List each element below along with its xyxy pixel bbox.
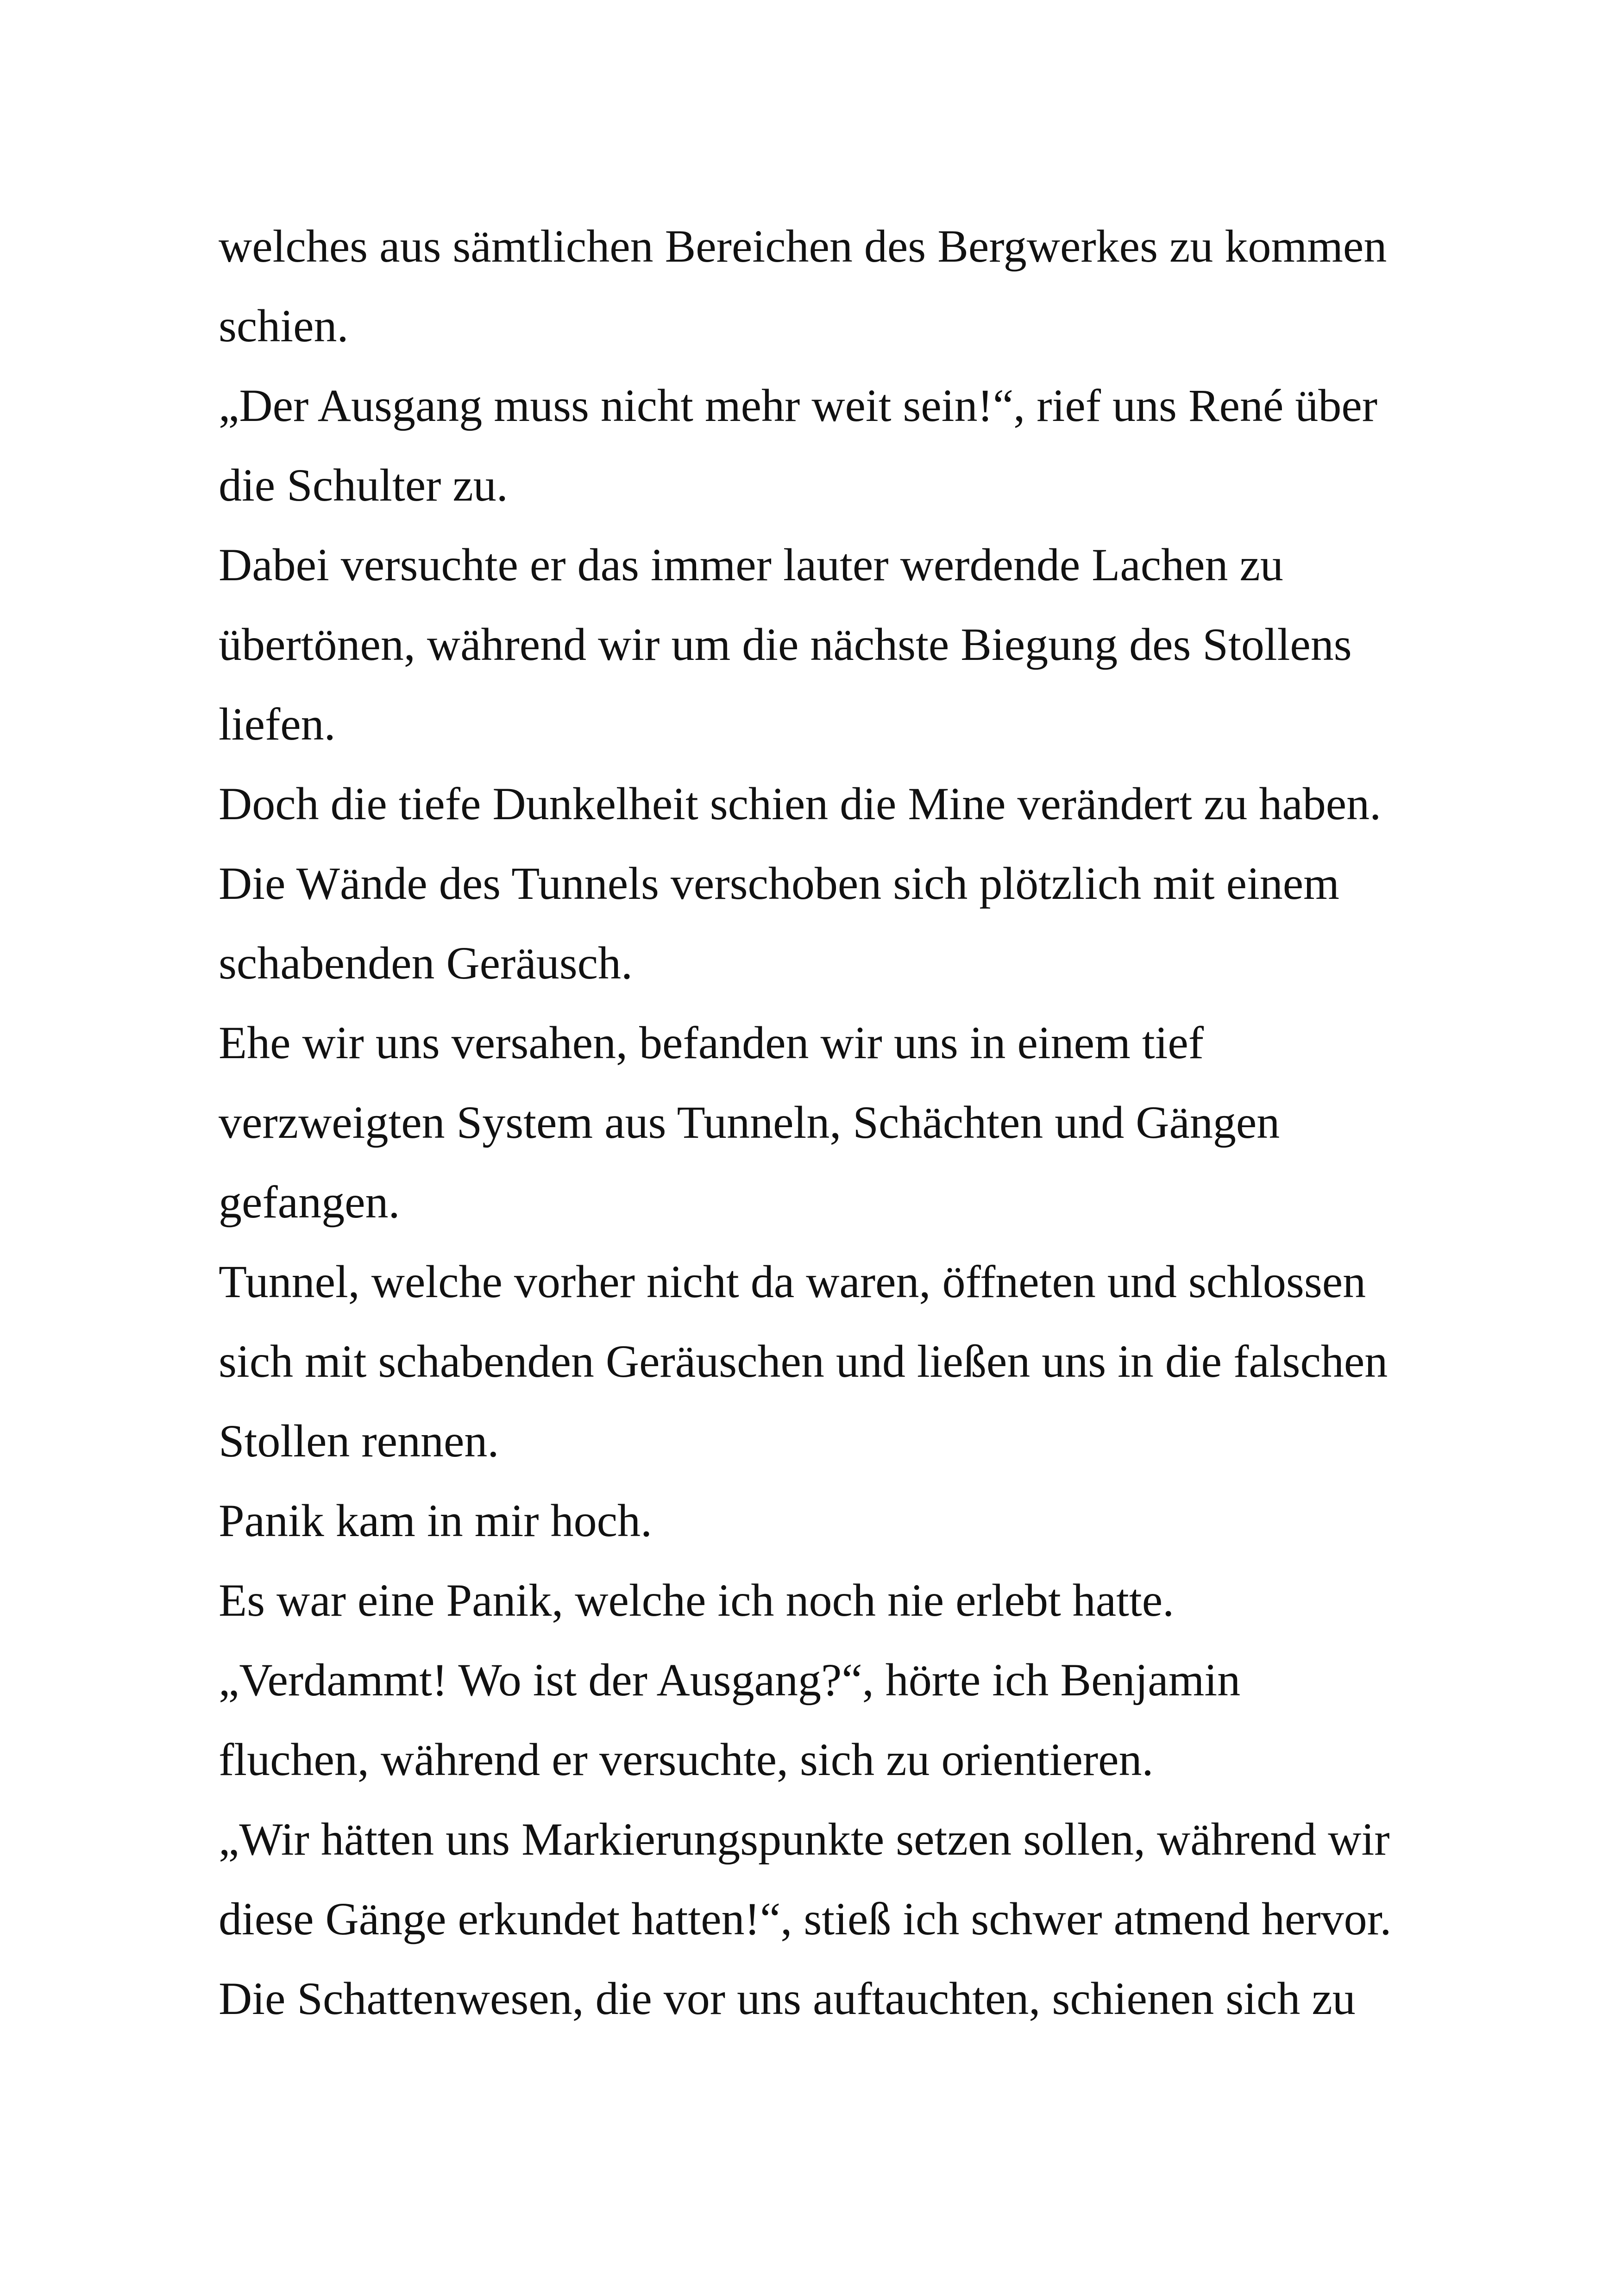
text-line: fluchen, während er versuchte, sich zu orientieren. — [219, 1734, 1154, 1785]
text-line: Die Wände des Tunnels verschoben sich plötzlich mit einem — [219, 858, 1339, 909]
text-line: Es war eine Panik, welche ich noch nie erlebt hatte. — [219, 1575, 1175, 1626]
text-line: „Wir hätten uns Markierungspunkte setzen sollen, während wir — [219, 1813, 1390, 1865]
text-line: schabenden Geräusch. — [219, 937, 633, 989]
body-text — [219, 207, 1441, 2039]
text-line: „Verdammt! Wo ist der Ausgang?“, hörte ich Benjamin — [219, 1654, 1241, 1706]
text-line: Tunnel, welche vorher nicht da waren, öffneten und schlossen — [219, 1256, 1366, 1307]
text-line: verzweigten System aus Tunneln, Schächten und Gängen — [219, 1097, 1280, 1148]
text-line: schien. — [219, 300, 349, 351]
text-line: liefen. — [219, 698, 336, 750]
text-line: Ehe wir uns versahen, befanden wir uns in einem tief — [219, 1017, 1204, 1068]
text-line: die Schulter zu. — [219, 459, 508, 511]
text-line: „Der Ausgang muss nicht mehr weit sein!“, rief uns René über — [219, 380, 1378, 431]
text-line: übertönen, während wir um die nächste Biegung des Stollens — [219, 619, 1352, 670]
text-line: Stollen rennen. — [219, 1415, 499, 1467]
text-line: Die Schattenwesen, die vor uns auftauchten, schienen sich zu — [219, 1973, 1356, 2024]
text-line: welches aus sämtlichen Bereichen des Bergwerkes zu kommen — [219, 220, 1387, 272]
text-line: Dabei versuchte er das immer lauter werdende Lachen zu — [219, 539, 1283, 590]
text-line: Panik kam in mir hoch. — [219, 1495, 652, 1546]
text-line: diese Gänge erkundet hatten!“, stieß ich schwer atmend hervor. — [219, 1893, 1392, 1945]
text-line: Doch die tiefe Dunkelheit schien die Mine verändert zu haben. — [219, 778, 1382, 829]
text-line: gefangen. — [219, 1176, 400, 1228]
text-line: sich mit schabenden Geräuschen und ließen uns in die falschen — [219, 1336, 1388, 1387]
